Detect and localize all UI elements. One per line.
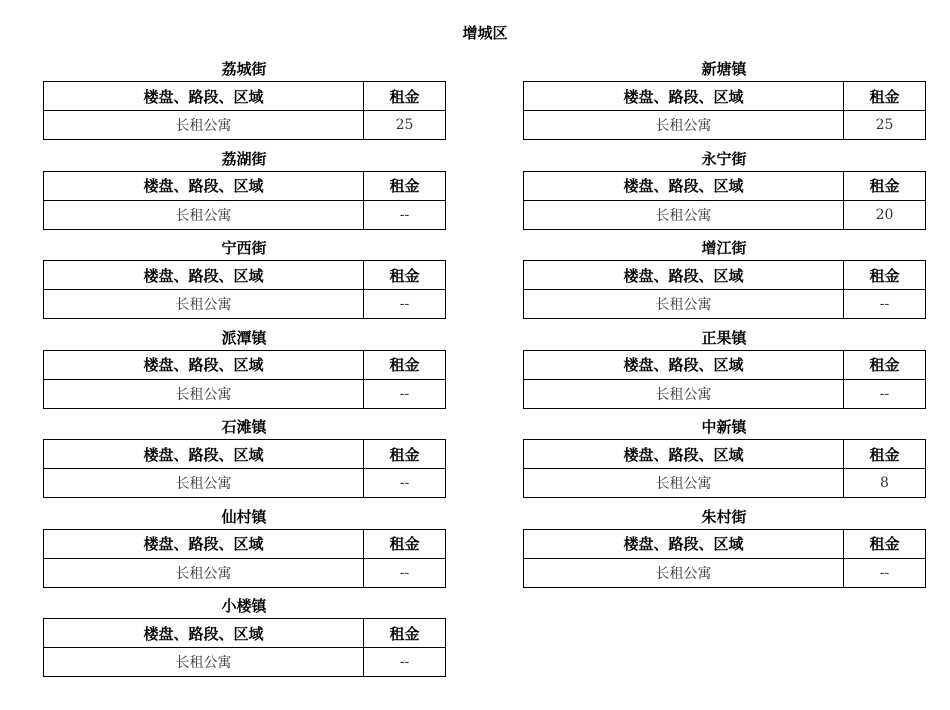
rent-table bbox=[43, 260, 446, 319]
area-cell: 长租公寓 bbox=[44, 111, 364, 140]
district-block bbox=[523, 237, 925, 327]
header-rent: 租金 bbox=[364, 261, 446, 290]
table-row bbox=[524, 469, 926, 498]
table-header-row bbox=[44, 440, 446, 469]
district-name: 中新镇 bbox=[701, 418, 747, 436]
district-block bbox=[43, 416, 445, 506]
rent-cell: -- bbox=[364, 558, 446, 587]
rent-cell: -- bbox=[364, 469, 446, 498]
header-rent: 租金 bbox=[364, 440, 446, 469]
area-cell: 长租公寓 bbox=[524, 111, 844, 140]
header-area: 楼盘、路段、区域 bbox=[44, 171, 364, 200]
header-area: 楼盘、路段、区域 bbox=[44, 350, 364, 379]
rent-cell: -- bbox=[844, 558, 926, 587]
header-area: 楼盘、路段、区域 bbox=[44, 619, 364, 648]
left-column bbox=[43, 58, 445, 685]
rent-table bbox=[43, 529, 446, 588]
district-name: 小楼镇 bbox=[221, 597, 267, 615]
table-header-row bbox=[524, 261, 926, 290]
header-rent: 租金 bbox=[364, 171, 446, 200]
table-row bbox=[524, 379, 926, 408]
header-rent: 租金 bbox=[364, 350, 446, 379]
table-row bbox=[524, 200, 926, 229]
area-cell: 长租公寓 bbox=[524, 558, 844, 587]
table-header-row bbox=[524, 529, 926, 558]
header-area: 楼盘、路段、区域 bbox=[524, 261, 844, 290]
area-cell: 长租公寓 bbox=[44, 200, 364, 229]
area-cell: 长租公寓 bbox=[44, 379, 364, 408]
area-cell: 长租公寓 bbox=[524, 379, 844, 408]
rent-table bbox=[523, 171, 926, 230]
table-header-row bbox=[524, 440, 926, 469]
header-area: 楼盘、路段、区域 bbox=[44, 82, 364, 111]
header-area: 楼盘、路段、区域 bbox=[524, 350, 844, 379]
table-header-row bbox=[44, 350, 446, 379]
header-rent: 租金 bbox=[844, 261, 926, 290]
table-row bbox=[44, 469, 446, 498]
rent-cell: 25 bbox=[844, 111, 926, 140]
district-block bbox=[523, 506, 925, 596]
district-block bbox=[523, 416, 925, 506]
rent-cell: -- bbox=[364, 379, 446, 408]
table-row bbox=[524, 111, 926, 140]
rent-table bbox=[43, 171, 446, 230]
district-name: 朱村街 bbox=[701, 507, 747, 526]
area-cell: 长租公寓 bbox=[44, 290, 364, 319]
header-area: 楼盘、路段、区域 bbox=[524, 171, 844, 200]
district-name: 正果镇 bbox=[701, 328, 747, 347]
district-name: 永宁街 bbox=[701, 149, 747, 168]
area-cell: 长租公寓 bbox=[44, 558, 364, 587]
table-header-row bbox=[524, 350, 926, 379]
header-rent: 租金 bbox=[364, 82, 446, 111]
rent-cell: -- bbox=[844, 290, 926, 319]
header-area: 楼盘、路段、区域 bbox=[44, 261, 364, 290]
rent-table bbox=[43, 618, 446, 677]
rent-cell: -- bbox=[364, 290, 446, 319]
header-area: 楼盘、路段、区域 bbox=[524, 529, 844, 558]
header-area: 楼盘、路段、区域 bbox=[524, 82, 844, 111]
district-name: 新塘镇 bbox=[701, 60, 747, 78]
district-block bbox=[523, 327, 925, 417]
table-row bbox=[44, 290, 446, 319]
header-area: 楼盘、路段、区域 bbox=[44, 440, 364, 469]
table-row bbox=[44, 558, 446, 587]
rent-cell: 25 bbox=[364, 111, 446, 140]
district-block bbox=[43, 237, 445, 327]
rent-table bbox=[43, 439, 446, 498]
table-header-row bbox=[44, 619, 446, 648]
rent-table bbox=[523, 260, 926, 319]
table-row bbox=[524, 558, 926, 587]
rent-table bbox=[43, 350, 446, 409]
district-block bbox=[43, 327, 445, 417]
header-area: 楼盘、路段、区域 bbox=[524, 440, 844, 469]
rent-table bbox=[523, 81, 926, 140]
header-rent: 租金 bbox=[844, 440, 926, 469]
rent-table bbox=[523, 439, 926, 498]
table-row bbox=[44, 200, 446, 229]
rent-table bbox=[523, 350, 926, 409]
table-header-row bbox=[524, 171, 926, 200]
rent-cell: 20 bbox=[844, 200, 926, 229]
table-row bbox=[44, 379, 446, 408]
rent-cell: -- bbox=[364, 648, 446, 677]
district-block bbox=[43, 148, 445, 238]
table-row bbox=[44, 648, 446, 677]
table-header-row bbox=[44, 171, 446, 200]
header-rent: 租金 bbox=[844, 350, 926, 379]
table-row bbox=[524, 290, 926, 319]
district-name: 增江街 bbox=[701, 239, 747, 257]
rent-table bbox=[43, 81, 446, 140]
table-header-row bbox=[44, 82, 446, 111]
header-area: 楼盘、路段、区域 bbox=[44, 529, 364, 558]
district-block bbox=[43, 58, 445, 148]
district-block bbox=[43, 506, 445, 596]
table-row bbox=[44, 111, 446, 140]
area-cell: 长租公寓 bbox=[44, 648, 364, 677]
header-rent: 租金 bbox=[844, 171, 926, 200]
district-block bbox=[523, 58, 925, 148]
area-cell: 长租公寓 bbox=[44, 469, 364, 498]
header-rent: 租金 bbox=[364, 619, 446, 648]
rent-cell: -- bbox=[364, 200, 446, 229]
table-header-row bbox=[524, 82, 926, 111]
district-block bbox=[43, 595, 445, 685]
district-name: 荔湖街 bbox=[221, 149, 267, 168]
page-title: 增城区 bbox=[462, 24, 508, 42]
rent-cell: 8 bbox=[844, 469, 926, 498]
rent-cell: -- bbox=[844, 379, 926, 408]
district-name: 宁西街 bbox=[221, 239, 267, 257]
district-name: 仙村镇 bbox=[221, 507, 267, 526]
area-cell: 长租公寓 bbox=[524, 200, 844, 229]
header-rent: 租金 bbox=[844, 82, 926, 111]
right-column bbox=[523, 58, 925, 595]
district-name: 石滩镇 bbox=[221, 418, 267, 436]
district-name: 荔城街 bbox=[221, 60, 267, 78]
header-rent: 租金 bbox=[364, 529, 446, 558]
area-cell: 长租公寓 bbox=[524, 469, 844, 498]
area-cell: 长租公寓 bbox=[524, 290, 844, 319]
district-name: 派潭镇 bbox=[221, 328, 267, 347]
table-header-row bbox=[44, 261, 446, 290]
district-block bbox=[523, 148, 925, 238]
header-rent: 租金 bbox=[844, 529, 926, 558]
table-header-row bbox=[44, 529, 446, 558]
rent-table bbox=[523, 529, 926, 588]
